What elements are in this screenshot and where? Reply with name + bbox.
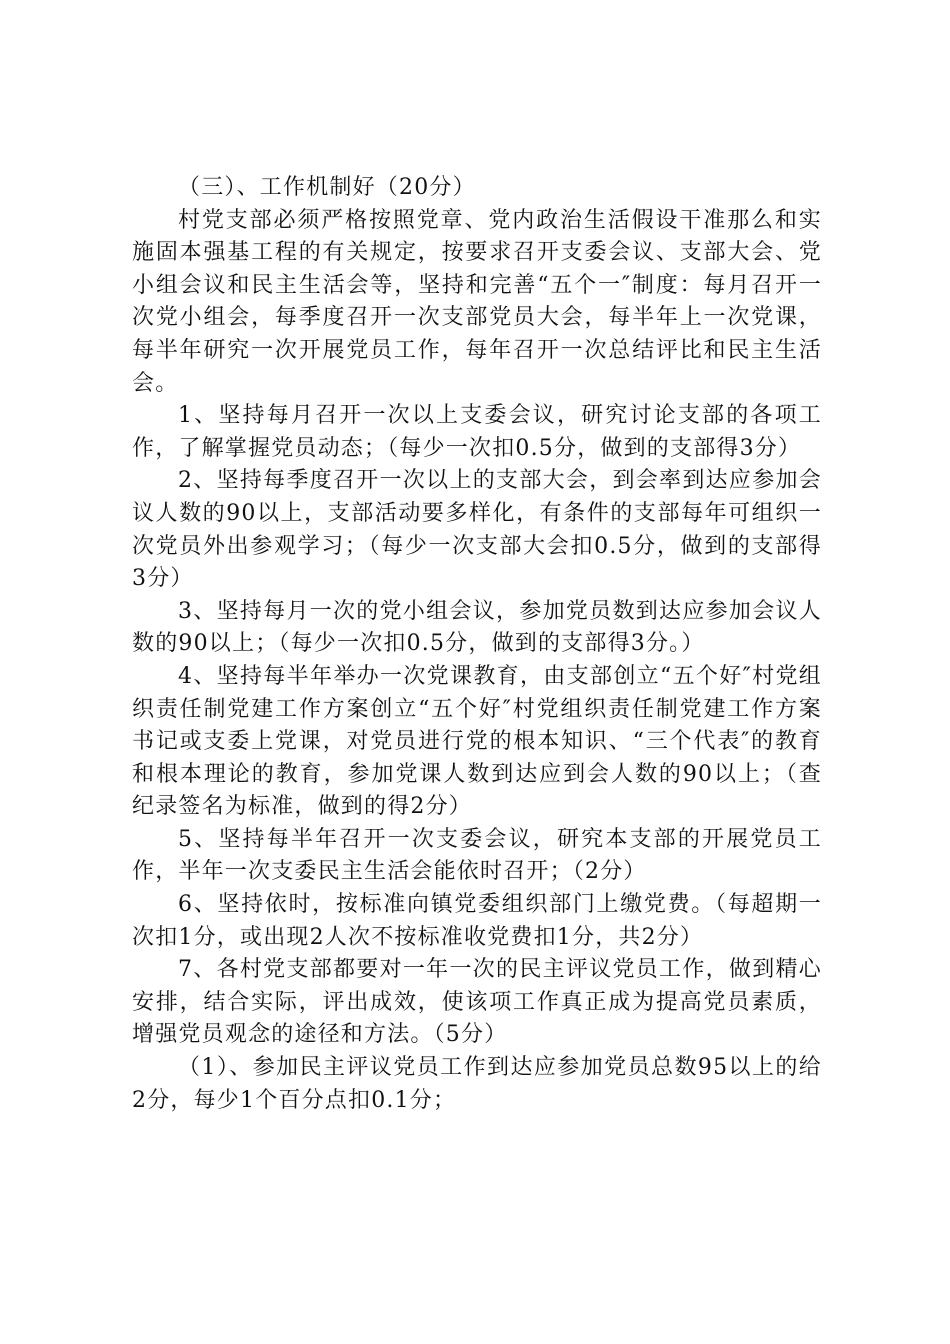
paragraph-item-4: 4、坚持每半年举办一次党课教育，由支部创立“五个好″村党组织责任制党建工作方案创立“五个好″村党组织责任制党建工作方案书记或支委上党课，对党员进行党的根本知识、“三个代表″的教育和根本理论的教育，参加党课人数到达应到会人数的90以上；（查纪录签名为标准，做到的得2分） bbox=[132, 663, 822, 820]
paragraph-item-7: 7、各村党支部都要对一年一次的民主评议党员工作，做到精心安排，结合实际，评出成效，使该项工作真正成为提高党员素质，增强党员观念的途径和方法。（5分） bbox=[132, 957, 822, 1048]
paragraph-item-6: 6、坚持依时，按标准向镇党委组织部门上缴党费。（每超期一次扣1分，或出现2人次不按标准收党费扣1分，共2分） bbox=[132, 892, 822, 950]
paragraph-item-3: 3、坚持每月一次的党小组会议，参加党员数到达应参加会议人数的90以上；（每少一次扣0.5分，做到的支部得3分。） bbox=[132, 598, 822, 657]
section-heading: （三）、工作机制好（20分） bbox=[178, 175, 476, 200]
paragraph-intro: 村党支部必须严格按照党章、党内政治生活假设干准那么和实施固本强基工程的有关规定，按要求召开支委会议、支部大会、党小组会议和民主生活会等，坚持和完善“五个一″制度：每月召开一次党小组会，每季度召开一次支部党员大会，每半年上一次党课，每半年研究一次开展党员工作，每年召开一次总结评比和民主生活会。 bbox=[132, 207, 822, 396]
document-body bbox=[132, 172, 822, 1117]
paragraph-item-5: 5、坚持每半年召开一次支委会议，研究本支部的开展党员工作，半年一次支委民主生活会能依时召开；（2分） bbox=[132, 826, 822, 885]
paragraph-item-2: 2、坚持每季度召开一次以上的支部大会，到会率到达应参加会议人数的90以上，支部活动要多样化，有条件的支部每年可组织一次党员外出参观学习；（每少一次支部大会扣0.5分，做到的支部得3分） bbox=[132, 468, 822, 592]
paragraph-item-1: 1、坚持每月召开一次以上支委会议，研究讨论支部的各项工作，了解掌握党员动态；（每少一次扣0.5分，做到的支部得3分） bbox=[132, 403, 822, 461]
paragraph-subitem-1: （1）、参加民主评议党员工作到达应参加党员总数95以上的给2分，每少1个百分点扣0.1分； bbox=[132, 1055, 822, 1113]
